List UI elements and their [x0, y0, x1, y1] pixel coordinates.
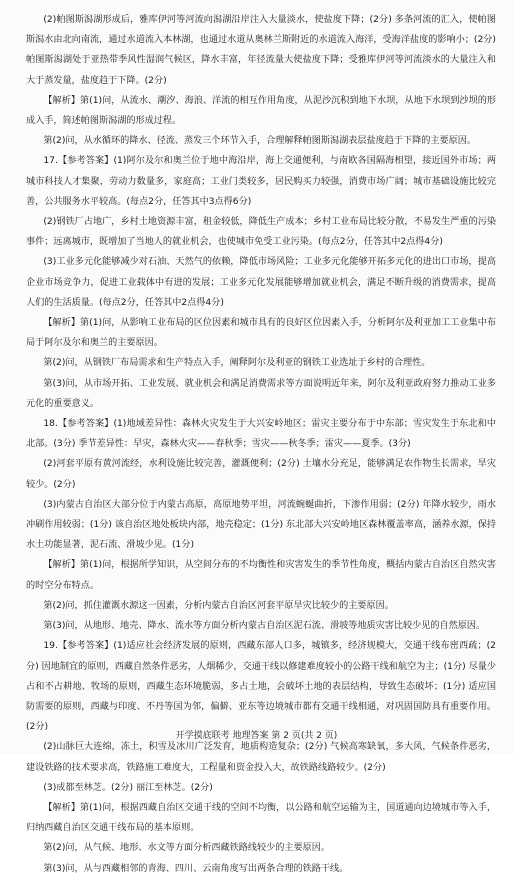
- answer-content: [26, 10, 496, 879]
- answer-paragraph: 第(3)问，从与西藏相邻的青海、四川、云南角度写出两条合理的铁路干线。: [43, 863, 349, 874]
- answer-paragraph: 第(3)问，从市场开拓、工业发展、就业机会和满足消费需求等方面说明近年来，阿尔及利亚政府努力推动工业多元化的重要意义。: [26, 378, 496, 409]
- answer-paragraph: 【解析】第(1)问，根据西藏自治区交通干线的空间不均衡，以公路和航空运输为主，国道通向边境城市等入手，归纳西藏自治区交通干线布局的基本原则。: [26, 802, 496, 834]
- answer-paragraph: 第(2)问，从钢铁厂布局需求和生产特点入手，阐释阿尔及利亚的钢铁工业选址于乡村的合理性。: [43, 358, 431, 369]
- answer-paragraph: (3)工业多元化能够减少对石油、天然气的依赖，降低市场风险；工业多元化能够开拓多元化的进出口市场，提高企业市场竞争力，促进工业载体中有进的发展；工业多元化发展能够增加就业机会，满足不断升级的消费需求，提高人们的生活质量。(每点2分，任答其中2点得4分): [26, 257, 496, 308]
- answer-paragraph: 18.【参考答案】(1)地域差异性：森林火灾发生于大兴安岭地区；雷灾主要分布于中东部；雪灾发生于东北和中北部。(3分) 季节差异性：早灾，森林火灾——春秋季；雪灾——秋冬季；雷灾——夏季。(3分): [26, 419, 496, 450]
- answer-paragraph: (2)河套平原有黄河流经，水利设施比较完善，灌溉便利；(2分) 土壤水分充足，能够满足农作物生长需求，旱灾较少。(2分): [26, 459, 496, 490]
- answer-paragraph: 【解析】第(1)问，从流水、潮汐、海浪、洋流的相互作用角度，从泥沙沉积到地下水坝，从地下水坝到沙坝的形成入手，简述帕图斯潟湖的形成过程。: [26, 95, 496, 127]
- answer-paragraph: 第(2)问，从气候、地形、水文等方面分析西藏铁路线较少的主要原因。: [43, 843, 331, 854]
- answer-paragraph: (3)成都至林芝。(2分) 丽江至林芝。(2分): [43, 782, 213, 793]
- answer-paragraph: (3)内蒙古自治区大部分位于内蒙古高原，高原地势平坦，河流蜿蜒曲折，下渗作用弱；(2分) 年降水较少，雨水冲刷作用较弱；(1分) 该自治区地处板块内部，地壳稳定；(1分) 东北部大兴安岭地区森林覆盖率高，涵养水源，保持水土功能显著，泥石流、滑坡少见。(1分): [26, 499, 496, 551]
- answer-paragraph: (2)山脉巨大连绵，冻土，积雪及冰川广泛发育，地质构造复杂；(2分) 气候高寒缺氧，多大风，气候条件恶劣，建设铁路的技术要求高，铁路施工难度大，工程量和资金投入大，故铁路线路较少。(2分): [26, 742, 496, 773]
- answer-paragraph: 第(2)问，从水循环的降水、径流、蒸发三个环节入手，合理解释帕图斯潟湖表层盐度趋于下降的主要原因。: [43, 136, 477, 147]
- answer-paragraph: 【解析】第(1)问，根据所学知识，从空间分布的不均衡性和灾害发生的季节性角度，概括内蒙古自治区自然灾害的时空分布特点。: [26, 560, 496, 591]
- answer-paragraph: (2)钢铁厂占地广，乡村土地资源丰富，租金较低，降低生产成本；乡村工业布局比较分散，不易发生严重的污染事件；远离城市，既增加了当地人的就业机会，也使城市免受工业污染。(每点2分，任答其中2点得4分): [26, 217, 496, 248]
- answer-paragraph: 第(2)问，抓住灌溉水源这一因素，分析内蒙古自治区河套平原旱灾比较少的主要原因。: [43, 600, 394, 611]
- answer-paragraph: 第(3)问，从地形、地壳、降水、流水等方面分析内蒙古自治区泥石流、滑坡等地质灾害比较少见的自然原因。: [43, 621, 486, 632]
- answer-paragraph: 19.【参考答案】(1)适应社会经济发展的原则，西藏东部人口多，城镇多，经济规模大，交通干线布密西疏；(2分) 因地制宜的原则，西藏自然条件恶劣，人烟稀少，交通干线以修建难度较小的公路干线和航空为主；(1分) 尽量少占和不占耕地、牧场的原则，西藏生态环境脆弱，多占土地，会破坏土地的表层结构，导致生态破坏；(1分) 适应国防需要的原则，西藏与印度、不丹等国为邻，偏僻、亚东等边境城市都有交通干线相通，对巩固国防具有重要作用。(2分): [26, 641, 496, 733]
- answer-paragraph: 【解析】第(1)问，从影响工业布局的区位因素和城市具有的良好区位因素入手，分析阿尔及利亚加工工业集中布局于阿尔及尔和奥兰的主要原因。: [26, 318, 496, 349]
- page-footer: 开学摸底联考 地理答案 第 2 页(共 2 页): [175, 731, 338, 741]
- answer-paragraph: 17.【参考答案】(1)阿尔及尔和奥兰位于地中海沿岸，海上交通便利，与南欧各国隔海相望，接近国外市场；两城市科技人才集聚，劳动力数量多，家庭高；工业门类较多，居民购买力较强，消费市场广阔；城市基础设施比较完善，公共服务水平较高。(每点2分，任答其中3点得6分): [26, 156, 496, 207]
- answer-paragraph: (2)帕图斯潟湖形成后，雅库伊河等河流向潟湖沿岸注入大量淡水，使盐度下降；(2分) 多条河流的汇入，使帕图斯潟水由北向南流，通过水道流入本林湖，也通过水道从奥林兰斯附近的水道流入海洋，受海洋盐度的影响小；(2分) 帕图斯潟湖处于亚热带季风性湿润气候区，降水丰富，年径流量大使盐度下降；受雅库伊河等河流淡水的大量注入和大于蒸发量，盐度趋于下降。(2分): [26, 15, 496, 86]
